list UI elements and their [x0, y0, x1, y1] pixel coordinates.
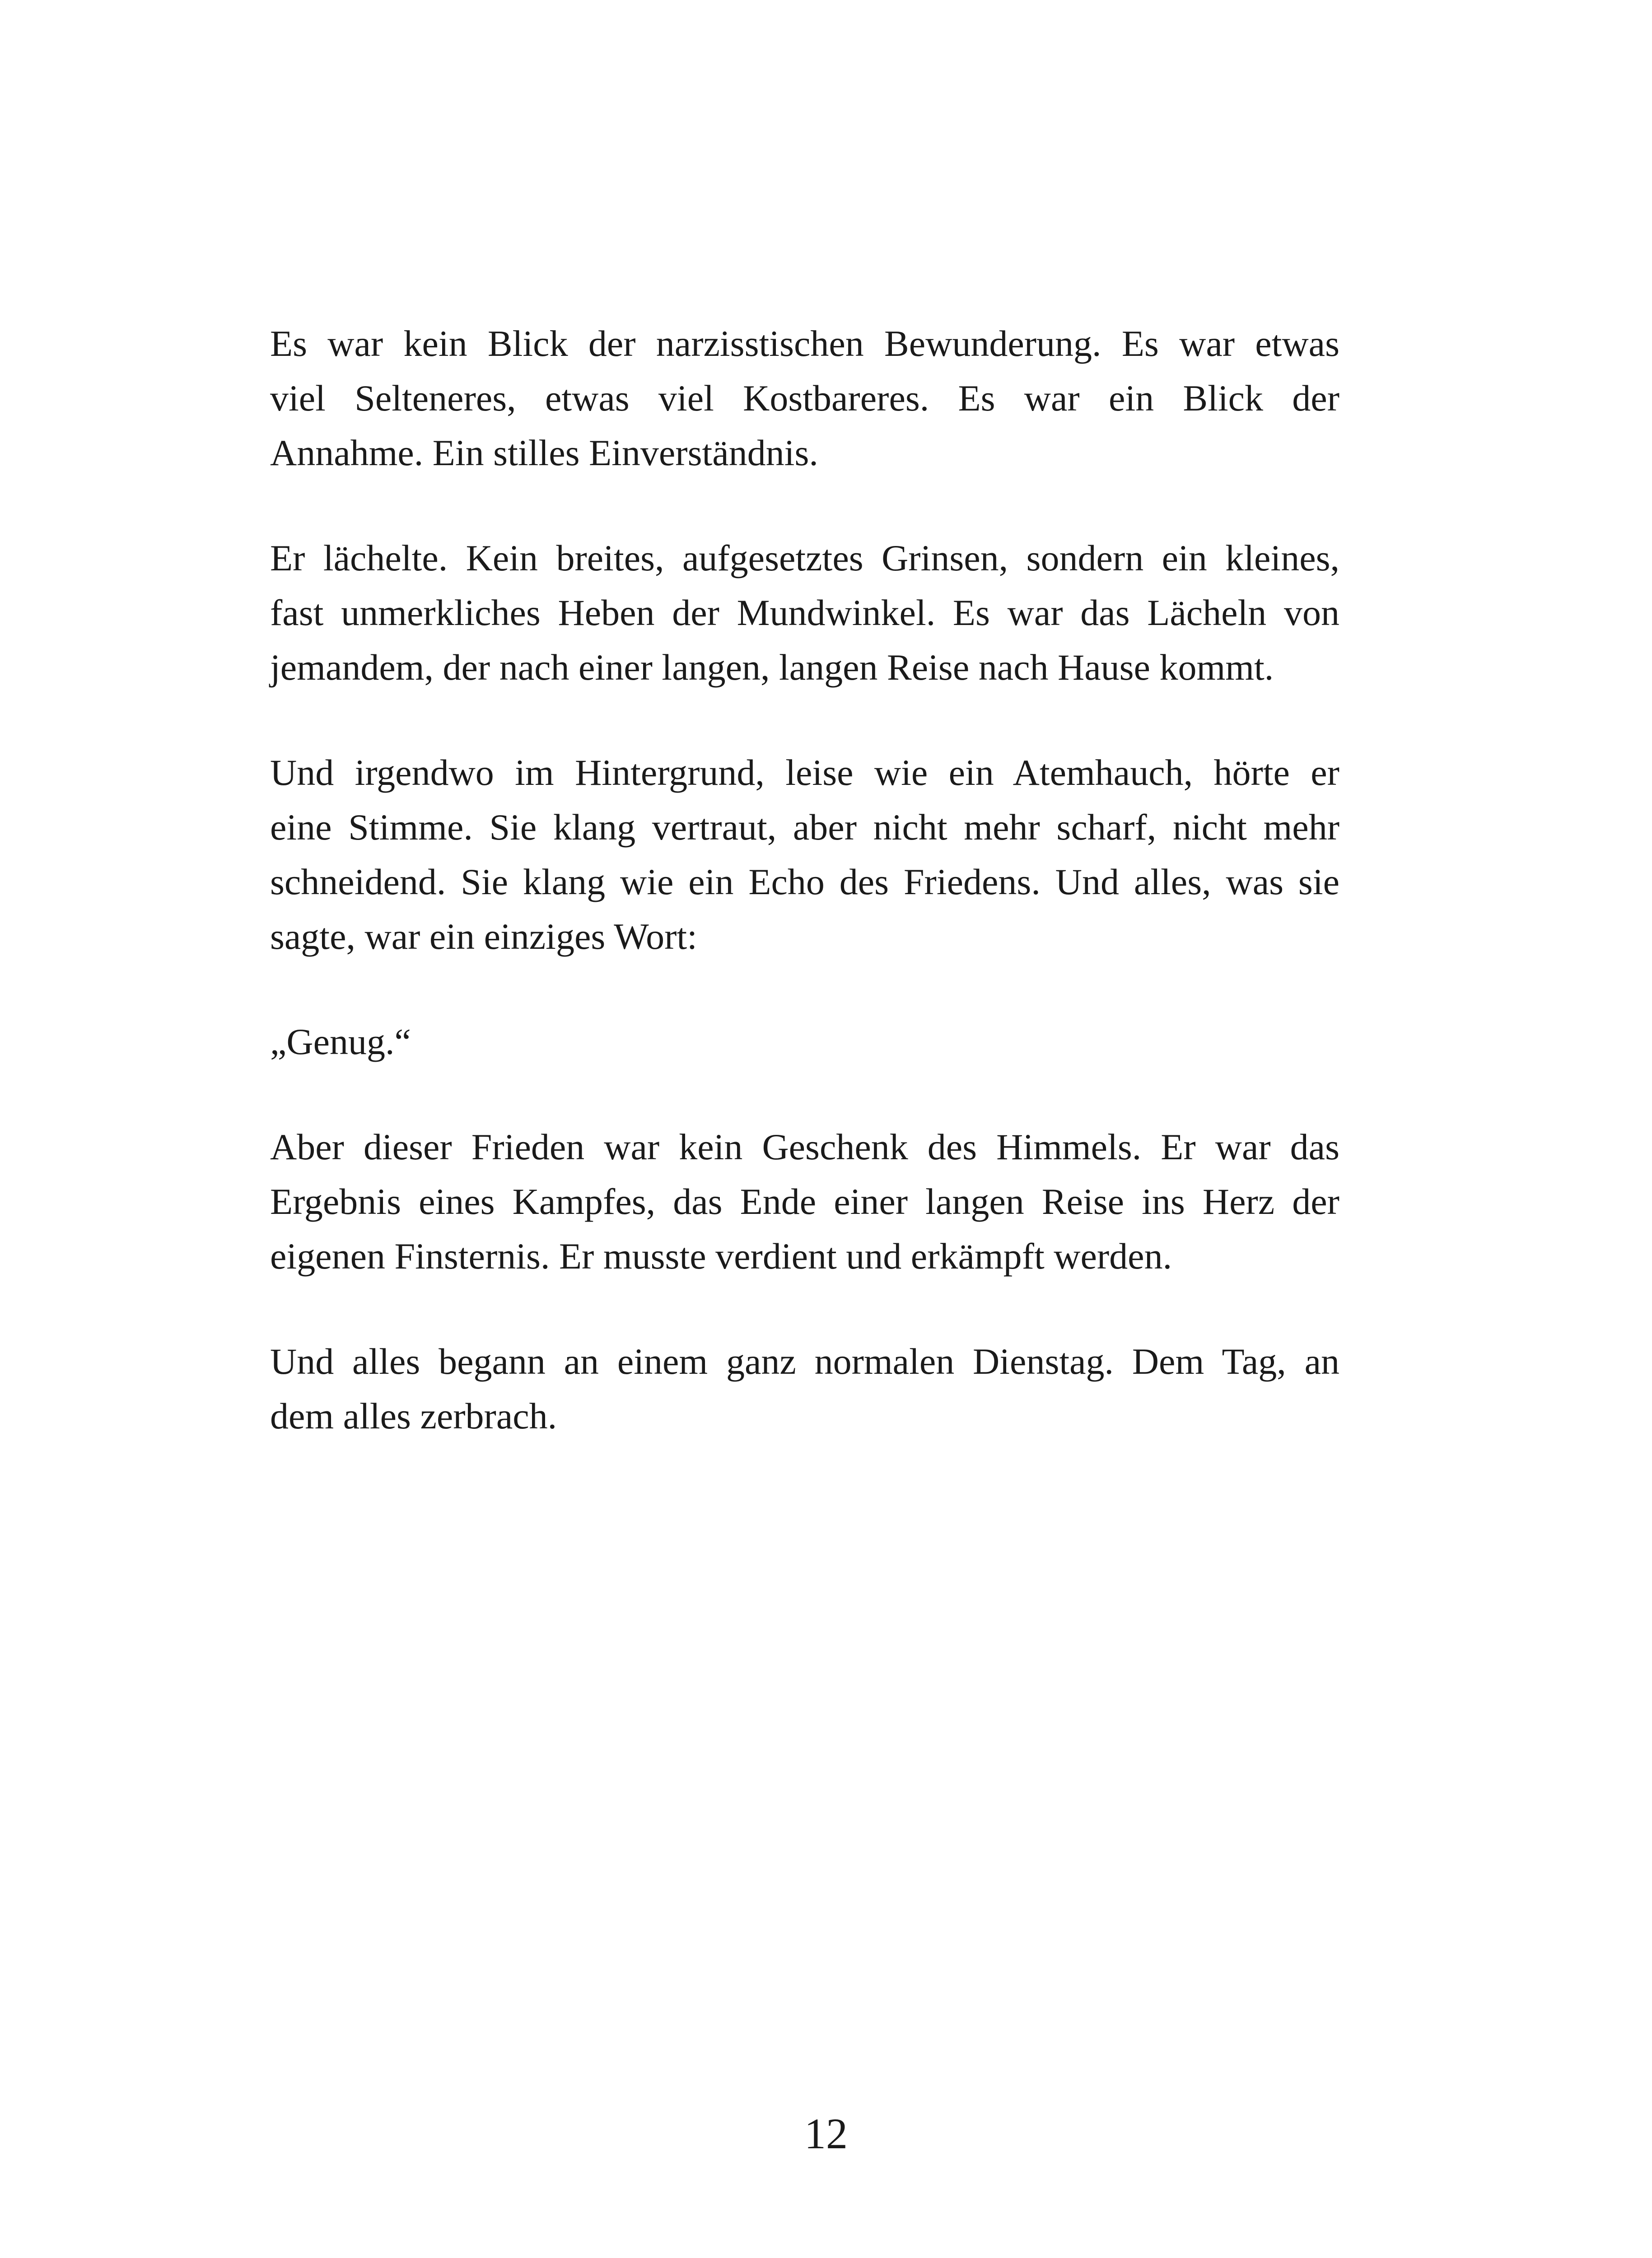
text-line: fast unmerkliches Heben der Mundwinkel. Es war das Lächeln von	[270, 592, 1339, 633]
text-line: Ergebnis eines Kampfes, das Ende einer langen Reise ins Herz der	[270, 1181, 1339, 1222]
text-line: eine Stimme. Sie klang vertraut, aber nicht mehr scharf, nicht mehr	[270, 807, 1339, 848]
text-line: dem alles zerbrach.	[270, 1395, 557, 1437]
text-line: „Genug.“	[270, 1021, 411, 1062]
text-line: Und irgendwo im Hintergrund, leise wie ein Atemhauch, hörte er	[270, 752, 1339, 793]
paragraph	[270, 531, 1339, 695]
text-line: sagte, war ein einziges Wort:	[270, 916, 697, 957]
text-line: schneidend. Sie klang wie ein Echo des Friedens. Und alles, was sie	[270, 861, 1339, 902]
text-line: Aber dieser Frieden war kein Geschenk des Himmels. Er war das	[270, 1126, 1339, 1167]
paragraph	[270, 316, 1339, 480]
text-line: eigenen Finsternis. Er musste verdient und erkämpft werden.	[270, 1236, 1172, 1277]
paragraph	[270, 1120, 1339, 1283]
text-line: Und alles begann an einem ganz normalen Dienstag. Dem Tag, an	[270, 1341, 1339, 1382]
page-number: 12	[804, 2109, 848, 2158]
text-line: jemandem, der nach einer langen, langen Reise nach Hause kommt.	[270, 647, 1274, 688]
paragraph	[270, 745, 1339, 964]
paragraph	[270, 1334, 1339, 1443]
text-line: Er lächelte. Kein breites, aufgesetztes Grinsen, sondern ein kleines,	[270, 537, 1339, 578]
paragraph-quote	[270, 1014, 1339, 1069]
text-line: Annahme. Ein stilles Einverständnis.	[270, 432, 818, 473]
text-line: viel Selteneres, etwas viel Kostbareres. Es war ein Blick der	[270, 378, 1339, 419]
page-body	[270, 316, 1339, 1443]
text-line: Es war kein Blick der narzisstischen Bewunderung. Es war etwas	[270, 323, 1339, 364]
